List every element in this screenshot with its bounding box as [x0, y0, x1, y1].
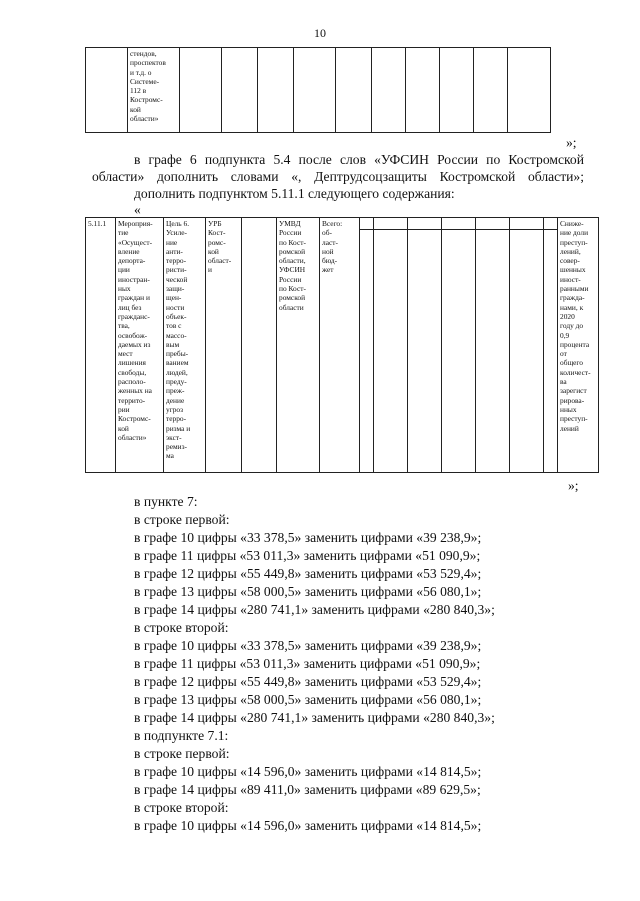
table-cell: [374, 218, 408, 230]
instruction-line: в графе 14 цифры «89 411,0» заменить цифрами «89 629,5»;: [134, 782, 481, 797]
instruction-line: в графе 10 цифры «14 596,0» заменить цифрами «14 814,5»;: [134, 818, 482, 833]
instruction-line: в графе 10 цифры «14 596,0» заменить цифрами «14 814,5»;: [134, 764, 482, 779]
table-subitem-5-11-1: [85, 217, 599, 473]
table-cell: [510, 218, 544, 230]
instruction-line: в графе 14 цифры «280 741,1» заменить цифрами «280 840,3»;: [134, 710, 495, 725]
table-cell: [360, 230, 374, 473]
closing-quote-2: »;: [568, 478, 579, 493]
table-cell: [408, 218, 442, 230]
table-cell: [544, 218, 558, 230]
table-row: [86, 48, 551, 133]
table-cell: [442, 230, 476, 473]
table-cell-funding-source: Всего: об- ласт- ной бюд- жет: [320, 218, 360, 473]
table-cell: [180, 48, 222, 133]
table-cell: [222, 48, 258, 133]
table-cell: [510, 230, 544, 473]
table-cell: [408, 230, 442, 473]
table-cell: [474, 48, 508, 133]
table-cell-measure: Мероприя- тие «Осущест- вление депорта- ции иностран- ных граждан и лиц без гражданс- тва, освобож- даемых из мест лишения свободы, располо- женных на террито- рии Костромс- кой области»: [116, 218, 164, 473]
closing-quote-1: »;: [566, 135, 577, 150]
instruction-line: в графе 11 цифры «53 011,3» заменить цифрами «51 090,9»;: [134, 548, 481, 563]
instruction-line: в графе 12 цифры «55 449,8» заменить цифрами «53 529,4»;: [134, 566, 482, 581]
paragraph-line: в графе 6 подпункта 5.4 после слов «УФСИН России по Костромской: [134, 152, 584, 167]
instruction-line: в графе 12 цифры «55 449,8» заменить цифрами «53 529,4»;: [134, 674, 482, 689]
instruction-line: в графе 14 цифры «280 741,1» заменить цифрами «280 840,3»;: [134, 602, 495, 617]
table-cell-goal: Цель 6. Усиле- ние анти- терро- ристи- ческой защи- щен- ности объек- тов с массо- вым пребы- ванием людей, преду- преж- дение угроз терро- ризма и экст- ремиз- ма: [164, 218, 206, 473]
table-cell-co-executors: УМВД России по Кост- ромской области, УФСИН России по Кост- ромской области: [277, 218, 320, 473]
instruction-line: в графе 10 цифры «33 378,5» заменить цифрами «39 238,9»;: [134, 638, 482, 653]
table-cell: [442, 218, 476, 230]
table-cell: [294, 48, 336, 133]
table-cell: [258, 48, 294, 133]
table-cell-indicator: Сниже- ние доли преступ- лений, совер- шенных иност- ранными гражда- нами, к 2020 году до 0,9 процента от общего количест- ва зарегист рирова- нных преступ- лений: [558, 218, 599, 473]
table-cell: стендов, проспектов и т.д. о Системе- 112 в Костромс- кой области»: [128, 48, 180, 133]
table-cell: [372, 48, 406, 133]
table-cell: [406, 48, 440, 133]
paragraph-line: области» дополнить словами «, Дептрудсоцзащиты Костромской области»;: [92, 169, 584, 184]
table-cell: [336, 48, 372, 133]
table-cell: [508, 48, 551, 133]
table-fragment-top: [85, 47, 551, 133]
paragraph-line: дополнить подпунктом 5.11.1 следующего содержания:: [134, 186, 455, 201]
instruction-line: в строке второй:: [134, 620, 229, 635]
instruction-line: в графе 10 цифры «33 378,5» заменить цифрами «39 238,9»;: [134, 530, 482, 545]
table-cell: [440, 48, 474, 133]
instruction-line: в графе 13 цифры «58 000,5» заменить цифрами «56 080,1»;: [134, 584, 482, 599]
table-cell: [374, 230, 408, 473]
page-number: 10: [314, 26, 326, 40]
table-cell: [242, 218, 277, 473]
instruction-line: в строке первой:: [134, 746, 230, 761]
instruction-line: в пункте 7:: [134, 494, 198, 509]
table-cell: [476, 218, 510, 230]
instruction-line: в строке первой:: [134, 512, 230, 527]
instruction-line: в графе 13 цифры «58 000,5» заменить цифрами «56 080,1»;: [134, 692, 482, 707]
table-cell-responsible: УРБ Кост- ромс- кой област- и: [206, 218, 242, 473]
instruction-line: в графе 11 цифры «53 011,3» заменить цифрами «51 090,9»;: [134, 656, 481, 671]
instruction-line: в строке второй:: [134, 800, 229, 815]
instruction-line: в подпункте 7.1:: [134, 728, 229, 743]
table-cell-number: 5.11.1: [86, 218, 116, 473]
table-row: [86, 218, 599, 230]
table-cell: [544, 230, 558, 473]
opening-quote: «: [134, 202, 141, 217]
table-cell: [360, 218, 374, 230]
table-cell: [476, 230, 510, 473]
table-cell: [86, 48, 128, 133]
